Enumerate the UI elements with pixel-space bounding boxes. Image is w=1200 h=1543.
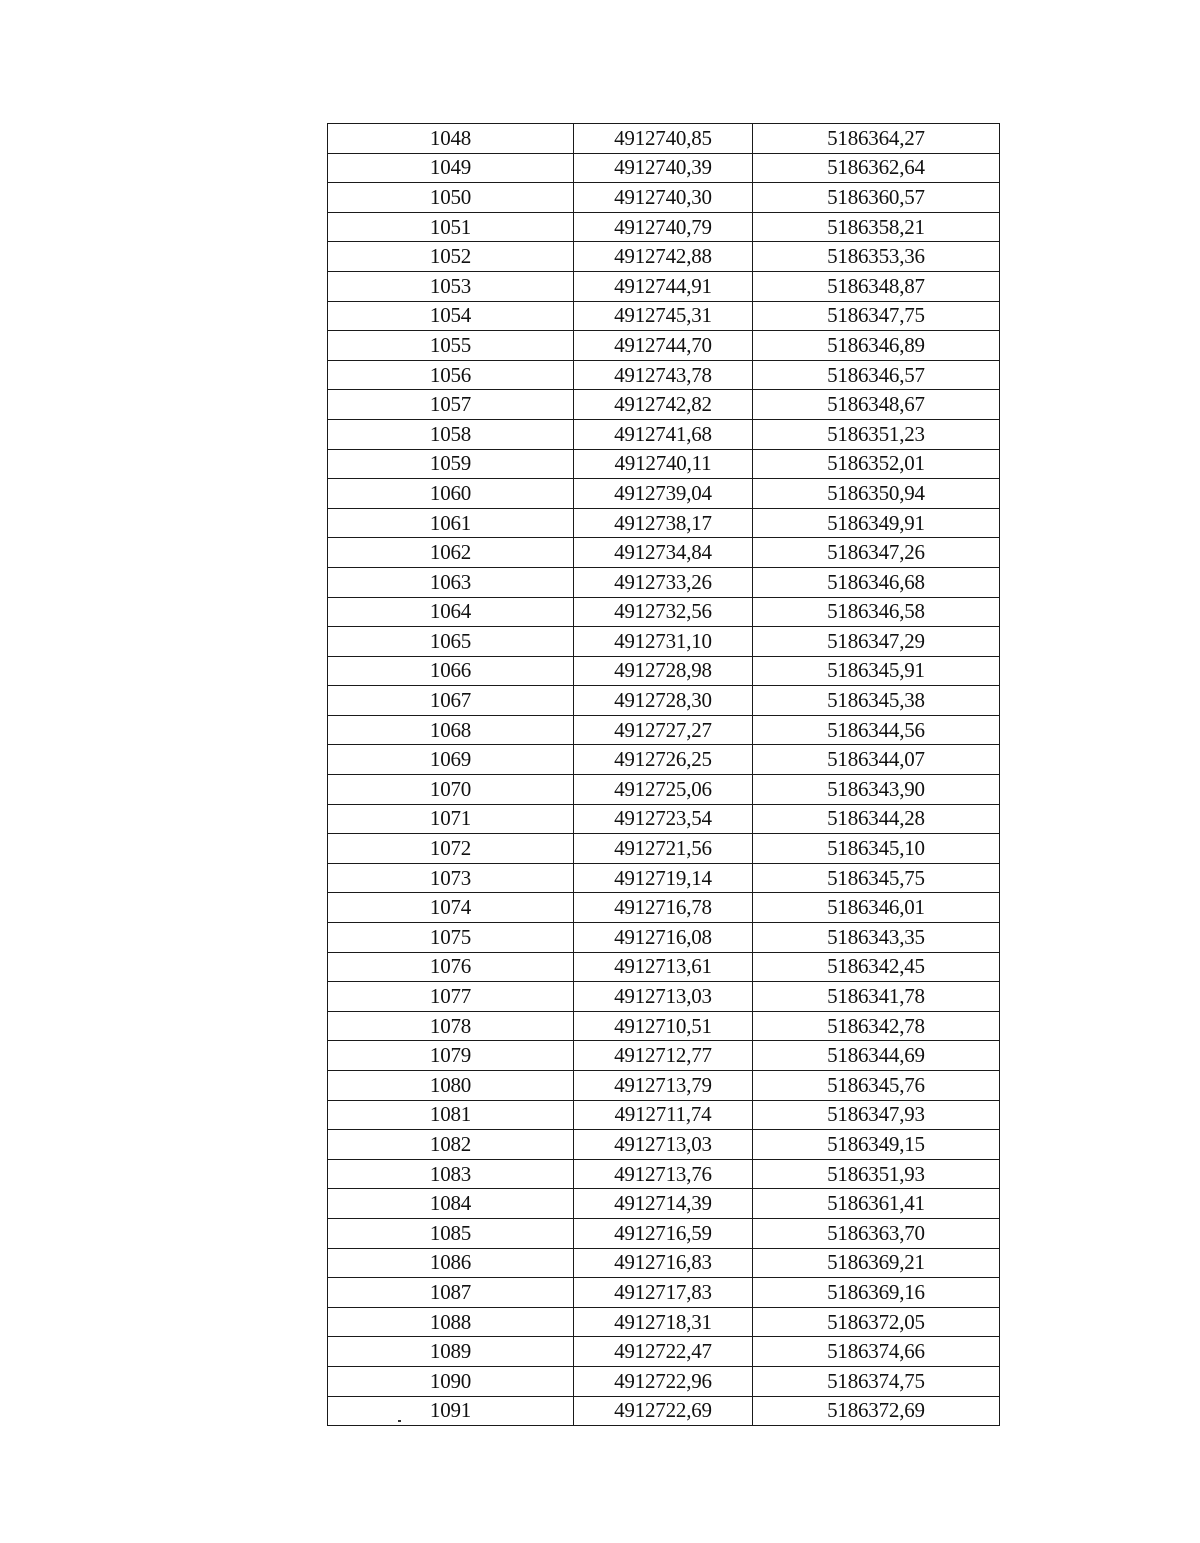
point-number-cell: 1069 (328, 745, 574, 775)
x-coordinate-cell: 4912723,54 (574, 804, 753, 834)
x-coordinate-cell: 4912725,06 (574, 775, 753, 805)
y-coordinate-cell: 5186363,70 (753, 1218, 1000, 1248)
table-row (328, 1366, 1000, 1396)
y-coordinate-cell: 5186346,58 (753, 597, 1000, 627)
y-coordinate-cell: 5186343,35 (753, 923, 1000, 953)
table-row (328, 715, 1000, 745)
point-number-cell: 1087 (328, 1278, 574, 1308)
y-coordinate-cell: 5186346,89 (753, 331, 1000, 361)
x-coordinate-cell: 4912713,61 (574, 952, 753, 982)
point-number-cell: 1059 (328, 449, 574, 479)
point-number-cell: 1088 (328, 1307, 574, 1337)
point-number-cell: 1074 (328, 893, 574, 923)
x-coordinate-cell: 4912745,31 (574, 301, 753, 331)
point-number-cell: 1070 (328, 775, 574, 805)
x-coordinate-cell: 4912718,31 (574, 1307, 753, 1337)
point-number-cell: 1076 (328, 952, 574, 982)
y-coordinate-cell: 5186353,36 (753, 242, 1000, 272)
point-number-cell: 1078 (328, 1011, 574, 1041)
table-row (328, 567, 1000, 597)
table-row (328, 1071, 1000, 1101)
x-coordinate-cell: 4912719,14 (574, 863, 753, 893)
scan-speck (398, 1420, 401, 1422)
x-coordinate-cell: 4912732,56 (574, 597, 753, 627)
point-number-cell: 1049 (328, 153, 574, 183)
table-row (328, 775, 1000, 805)
y-coordinate-cell: 5186347,93 (753, 1100, 1000, 1130)
y-coordinate-cell: 5186344,07 (753, 745, 1000, 775)
table-row (328, 153, 1000, 183)
table-row (328, 893, 1000, 923)
x-coordinate-cell: 4912741,68 (574, 419, 753, 449)
table-row (328, 390, 1000, 420)
table-row (328, 1130, 1000, 1160)
y-coordinate-cell: 5186347,29 (753, 627, 1000, 657)
x-coordinate-cell: 4912714,39 (574, 1189, 753, 1219)
table-row (328, 923, 1000, 953)
table-row (328, 1218, 1000, 1248)
table-row (328, 1248, 1000, 1278)
point-number-cell: 1084 (328, 1189, 574, 1219)
point-number-cell: 1086 (328, 1248, 574, 1278)
y-coordinate-cell: 5186351,23 (753, 419, 1000, 449)
x-coordinate-cell: 4912742,82 (574, 390, 753, 420)
table-row (328, 1159, 1000, 1189)
x-coordinate-cell: 4912727,27 (574, 715, 753, 745)
point-number-cell: 1055 (328, 331, 574, 361)
point-number-cell: 1065 (328, 627, 574, 657)
y-coordinate-cell: 5186362,64 (753, 153, 1000, 183)
point-number-cell: 1082 (328, 1130, 574, 1160)
x-coordinate-cell: 4912728,30 (574, 686, 753, 716)
point-number-cell: 1061 (328, 508, 574, 538)
y-coordinate-cell: 5186344,69 (753, 1041, 1000, 1071)
table-row (328, 834, 1000, 864)
y-coordinate-cell: 5186349,15 (753, 1130, 1000, 1160)
table-row (328, 419, 1000, 449)
x-coordinate-cell: 4912744,70 (574, 331, 753, 361)
x-coordinate-cell: 4912717,83 (574, 1278, 753, 1308)
x-coordinate-cell: 4912740,85 (574, 124, 753, 154)
y-coordinate-cell: 5186344,56 (753, 715, 1000, 745)
y-coordinate-cell: 5186346,57 (753, 360, 1000, 390)
y-coordinate-cell: 5186342,45 (753, 952, 1000, 982)
y-coordinate-cell: 5186348,87 (753, 271, 1000, 301)
point-number-cell: 1067 (328, 686, 574, 716)
table-row (328, 1011, 1000, 1041)
x-coordinate-cell: 4912713,03 (574, 982, 753, 1012)
x-coordinate-cell: 4912716,83 (574, 1248, 753, 1278)
x-coordinate-cell: 4912716,59 (574, 1218, 753, 1248)
x-coordinate-cell: 4912726,25 (574, 745, 753, 775)
point-number-cell: 1073 (328, 863, 574, 893)
x-coordinate-cell: 4912713,03 (574, 1130, 753, 1160)
table-row (328, 538, 1000, 568)
y-coordinate-cell: 5186351,93 (753, 1159, 1000, 1189)
table-row (328, 1396, 1000, 1426)
table-row (328, 686, 1000, 716)
table-row (328, 331, 1000, 361)
table-row (328, 656, 1000, 686)
x-coordinate-cell: 4912711,74 (574, 1100, 753, 1130)
y-coordinate-cell: 5186372,05 (753, 1307, 1000, 1337)
x-coordinate-cell: 4912740,11 (574, 449, 753, 479)
x-coordinate-cell: 4912713,79 (574, 1071, 753, 1101)
table-row (328, 597, 1000, 627)
y-coordinate-cell: 5186345,38 (753, 686, 1000, 716)
point-number-cell: 1051 (328, 212, 574, 242)
y-coordinate-cell: 5186349,91 (753, 508, 1000, 538)
x-coordinate-cell: 4912722,96 (574, 1366, 753, 1396)
point-number-cell: 1064 (328, 597, 574, 627)
point-number-cell: 1080 (328, 1071, 574, 1101)
point-number-cell: 1090 (328, 1366, 574, 1396)
point-number-cell: 1081 (328, 1100, 574, 1130)
y-coordinate-cell: 5186369,21 (753, 1248, 1000, 1278)
point-number-cell: 1058 (328, 419, 574, 449)
y-coordinate-cell: 5186345,91 (753, 656, 1000, 686)
y-coordinate-cell: 5186347,75 (753, 301, 1000, 331)
x-coordinate-cell: 4912744,91 (574, 271, 753, 301)
point-number-cell: 1060 (328, 479, 574, 509)
point-number-cell: 1077 (328, 982, 574, 1012)
y-coordinate-cell: 5186364,27 (753, 124, 1000, 154)
point-number-cell: 1068 (328, 715, 574, 745)
point-number-cell: 1079 (328, 1041, 574, 1071)
table-row (328, 1100, 1000, 1130)
point-number-cell: 1053 (328, 271, 574, 301)
table-row (328, 952, 1000, 982)
table-row (328, 301, 1000, 331)
point-number-cell: 1066 (328, 656, 574, 686)
table-row (328, 449, 1000, 479)
y-coordinate-cell: 5186374,75 (753, 1366, 1000, 1396)
point-number-cell: 1062 (328, 538, 574, 568)
table-row (328, 745, 1000, 775)
x-coordinate-cell: 4912740,39 (574, 153, 753, 183)
x-coordinate-cell: 4912740,30 (574, 183, 753, 213)
table-row (328, 863, 1000, 893)
table-row (328, 360, 1000, 390)
y-coordinate-cell: 5186360,57 (753, 183, 1000, 213)
point-number-cell: 1089 (328, 1337, 574, 1367)
y-coordinate-cell: 5186345,10 (753, 834, 1000, 864)
x-coordinate-cell: 4912740,79 (574, 212, 753, 242)
point-number-cell: 1048 (328, 124, 574, 154)
x-coordinate-cell: 4912731,10 (574, 627, 753, 657)
y-coordinate-cell: 5186345,76 (753, 1071, 1000, 1101)
table-row (328, 479, 1000, 509)
x-coordinate-cell: 4912712,77 (574, 1041, 753, 1071)
y-coordinate-cell: 5186352,01 (753, 449, 1000, 479)
x-coordinate-cell: 4912722,69 (574, 1396, 753, 1426)
y-coordinate-cell: 5186341,78 (753, 982, 1000, 1012)
y-coordinate-cell: 5186344,28 (753, 804, 1000, 834)
y-coordinate-cell: 5186346,68 (753, 567, 1000, 597)
y-coordinate-cell: 5186372,69 (753, 1396, 1000, 1426)
x-coordinate-cell: 4912739,04 (574, 479, 753, 509)
y-coordinate-cell: 5186345,75 (753, 863, 1000, 893)
point-number-cell: 1054 (328, 301, 574, 331)
x-coordinate-cell: 4912721,56 (574, 834, 753, 864)
y-coordinate-cell: 5186346,01 (753, 893, 1000, 923)
x-coordinate-cell: 4912716,08 (574, 923, 753, 953)
table-row (328, 982, 1000, 1012)
table-row (328, 242, 1000, 272)
table-row (328, 124, 1000, 154)
table-row (328, 627, 1000, 657)
y-coordinate-cell: 5186369,16 (753, 1278, 1000, 1308)
point-number-cell: 1091 (328, 1396, 574, 1426)
table-row (328, 183, 1000, 213)
x-coordinate-cell: 4912743,78 (574, 360, 753, 390)
table-row (328, 1278, 1000, 1308)
x-coordinate-cell: 4912710,51 (574, 1011, 753, 1041)
table-row (328, 1307, 1000, 1337)
y-coordinate-cell: 5186343,90 (753, 775, 1000, 805)
y-coordinate-cell: 5186374,66 (753, 1337, 1000, 1367)
x-coordinate-cell: 4912722,47 (574, 1337, 753, 1367)
x-coordinate-cell: 4912728,98 (574, 656, 753, 686)
table-row (328, 1189, 1000, 1219)
x-coordinate-cell: 4912713,76 (574, 1159, 753, 1189)
point-number-cell: 1072 (328, 834, 574, 864)
y-coordinate-cell: 5186342,78 (753, 1011, 1000, 1041)
point-number-cell: 1056 (328, 360, 574, 390)
y-coordinate-cell: 5186361,41 (753, 1189, 1000, 1219)
point-number-cell: 1050 (328, 183, 574, 213)
y-coordinate-cell: 5186358,21 (753, 212, 1000, 242)
point-number-cell: 1052 (328, 242, 574, 272)
x-coordinate-cell: 4912716,78 (574, 893, 753, 923)
x-coordinate-cell: 4912734,84 (574, 538, 753, 568)
point-number-cell: 1085 (328, 1218, 574, 1248)
table-row (328, 212, 1000, 242)
table-row (328, 804, 1000, 834)
coordinates-table (327, 123, 1000, 1426)
table-row (328, 1041, 1000, 1071)
x-coordinate-cell: 4912738,17 (574, 508, 753, 538)
point-number-cell: 1083 (328, 1159, 574, 1189)
y-coordinate-cell: 5186347,26 (753, 538, 1000, 568)
table-row (328, 508, 1000, 538)
point-number-cell: 1057 (328, 390, 574, 420)
table-row (328, 1337, 1000, 1367)
point-number-cell: 1075 (328, 923, 574, 953)
x-coordinate-cell: 4912733,26 (574, 567, 753, 597)
coordinates-table-body (328, 124, 1000, 1426)
point-number-cell: 1071 (328, 804, 574, 834)
table-row (328, 271, 1000, 301)
x-coordinate-cell: 4912742,88 (574, 242, 753, 272)
y-coordinate-cell: 5186348,67 (753, 390, 1000, 420)
point-number-cell: 1063 (328, 567, 574, 597)
y-coordinate-cell: 5186350,94 (753, 479, 1000, 509)
